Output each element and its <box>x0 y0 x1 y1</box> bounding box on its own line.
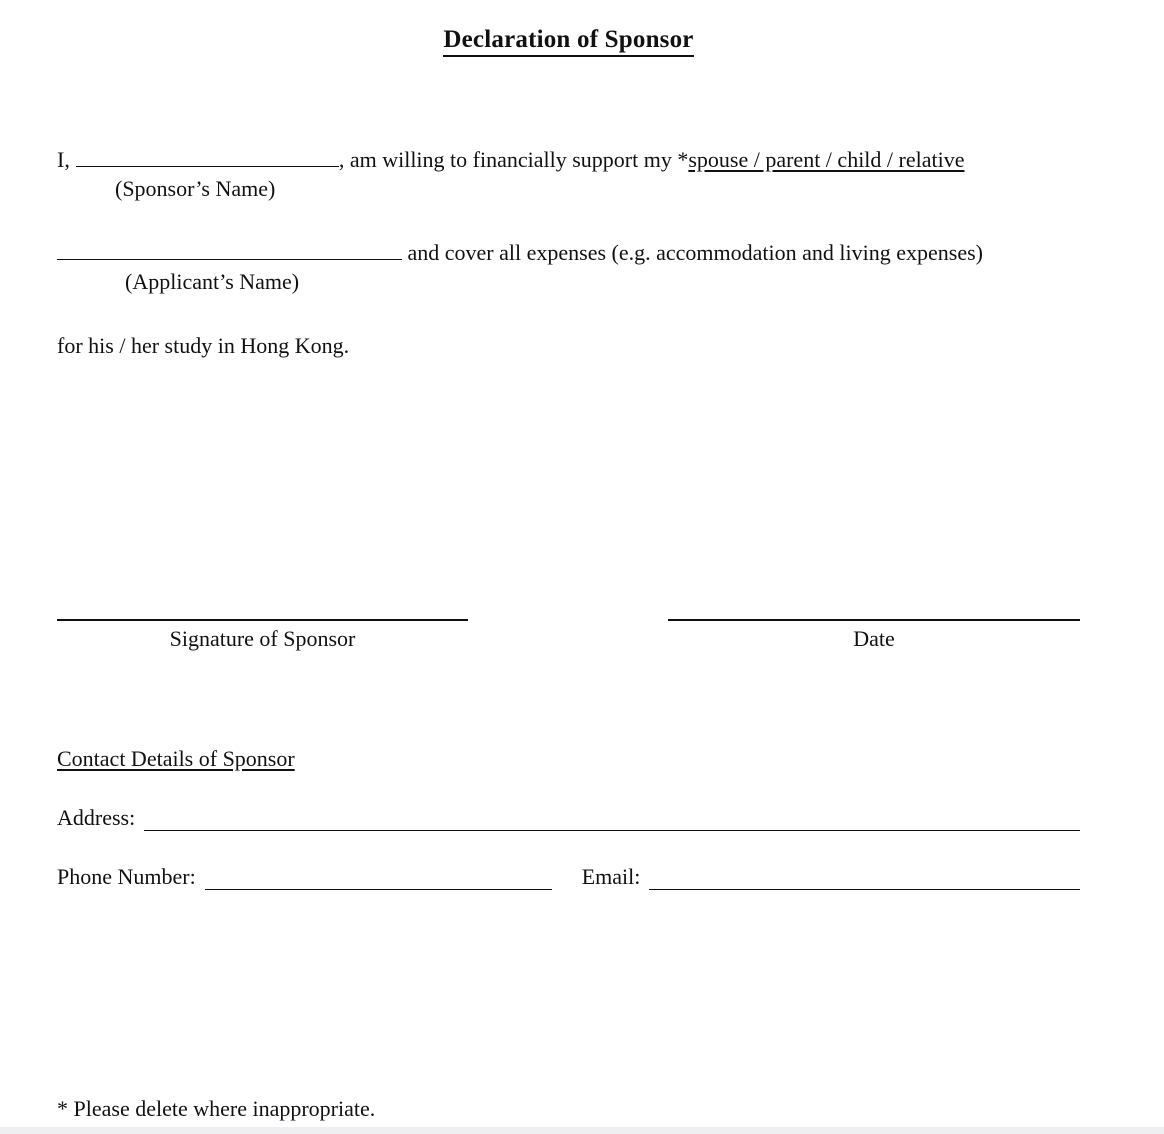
delete-where-inappropriate-note: * Please delete where inappropriate. <box>57 1096 376 1121</box>
paragraph2-suffix: and cover all expenses (e.g. accommodation and living expenses) <box>402 240 983 265</box>
contact-details-heading: Contact Details of Sponsor <box>57 746 295 771</box>
address-row <box>57 803 1080 831</box>
signature-date-row <box>57 619 1080 652</box>
sponsor-declaration-line <box>57 145 1080 173</box>
applicant-name-caption: (Applicant’s Name) <box>125 269 300 294</box>
relationship-options: spouse / parent / child / relative <box>688 147 965 172</box>
sponsor-name-caption: (Sponsor’s Name) <box>115 176 276 201</box>
address-label: Address: <box>57 805 136 830</box>
paragraph1-prefix: I, <box>57 147 70 172</box>
page-title: Declaration of Sponsor <box>443 26 693 57</box>
applicant-expenses-line <box>57 238 1080 266</box>
signature-line[interactable] <box>57 619 468 652</box>
study-purpose-line: for his / her study in Hong Kong. <box>57 333 350 358</box>
sponsor-name-blank[interactable] <box>76 145 339 167</box>
email-label: Email: <box>581 864 641 889</box>
applicant-name-blank[interactable] <box>57 238 402 260</box>
phone-email-row <box>57 862 1080 890</box>
phone-line[interactable] <box>205 862 552 890</box>
phone-label: Phone Number: <box>57 864 196 889</box>
signature-caption: Signature of Sponsor <box>169 626 356 651</box>
email-line[interactable] <box>649 862 1080 890</box>
page-bottom-edge <box>0 1127 1164 1134</box>
paragraph1-middle: , am willing to financially support my * <box>338 147 689 172</box>
date-caption: Date <box>853 626 895 651</box>
date-line[interactable] <box>668 619 1080 652</box>
address-line[interactable] <box>144 803 1080 831</box>
